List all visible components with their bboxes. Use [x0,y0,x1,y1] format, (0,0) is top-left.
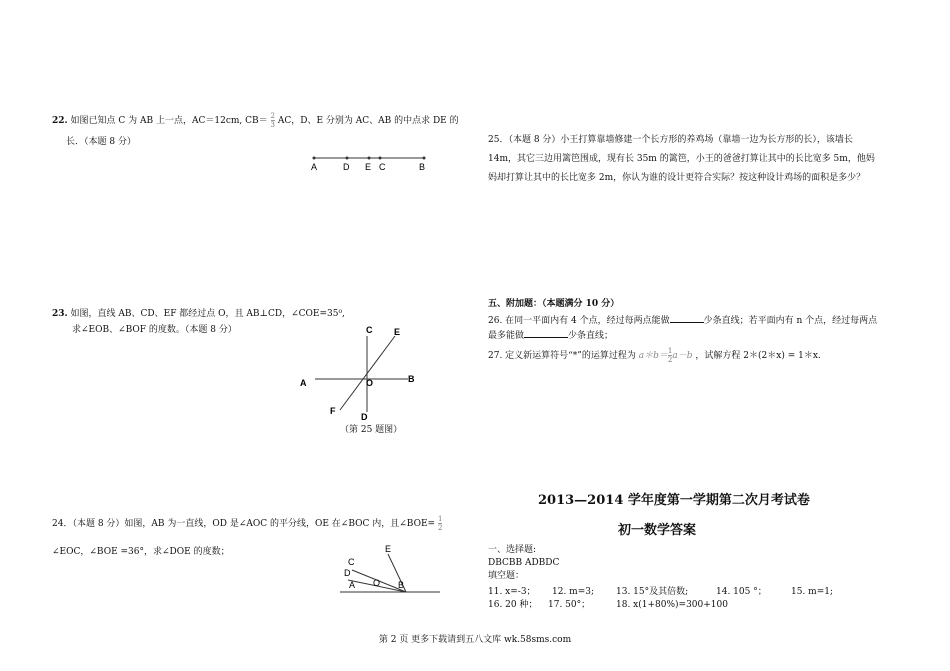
q24-fraction [438,515,442,532]
answer-15: 15. m=1; [791,587,834,597]
answer-17: 17. 50°； [548,600,591,610]
q22-fraction [271,112,275,129]
label-b: B [408,374,415,384]
answer-14: 14. 105 °； [716,587,767,597]
q26-text-c: 最多能做 [488,331,525,341]
section5-title: 五、附加题：（本题满分 10 分） [488,299,620,309]
point-b [423,157,426,160]
answer-11: 11. x=-3； [488,587,536,597]
answers-subtitle: 初一数学答案 [618,523,697,538]
answers-part1: 一、选择题: [488,545,537,555]
label-d: D [361,412,368,422]
label-o: O [373,578,381,588]
q25-line1: 25．（本题 8 分）小王打算靠墙修建一个长方形的养鸡场（靠墙一边为长方形的长），该墙长 [488,135,853,145]
q24-text-a: 24．（本题 8 分）如图，AB 为一直线，OD 是∠AOC 的平分线，OE 在∠BOC 内，且∠BOE= [52,519,436,529]
q27-formula-a: a＊b＝ [638,351,668,361]
q24-line1 [52,515,442,532]
label-e: E [365,162,372,172]
q23-line2: 求∠EOB、∠BOF 的度数。（本题 8 分） [72,325,237,335]
point-d [346,157,349,160]
q22-text-a: 如图已知点 C 为 AB 上一点，AC＝12cm, CB＝ [70,116,268,126]
q24-frac-num: 1 [437,515,443,523]
q24-angle-figure [330,540,450,600]
answer-13: 13. 15°及其倍数; [616,587,689,597]
q26-text-a: 26. 在同一平面内有 4 个点，经过每两点能做 [488,316,670,326]
q26-text-d: 少条直线； [568,331,614,341]
q22-number: 22. [52,116,68,126]
point-a [313,157,316,160]
q24-frac-den: 2 [437,524,443,532]
q26-line1 [488,313,877,327]
label-d: D [344,568,351,578]
label-a: A [311,162,318,172]
label-b: B [419,162,426,172]
label-f: F [330,406,336,416]
answers-part2: 填空题： [488,571,525,581]
label-c: C [379,162,386,172]
q22-frac-num: 2 [270,112,275,120]
label-a: A [300,378,307,388]
q23-lines-figure [295,322,435,424]
label-b: B [398,580,405,590]
label-e: E [394,327,401,337]
q23-line1 [52,308,345,320]
label-c: C [366,325,373,335]
q26-blank-1[interactable] [670,313,704,323]
q22-text-b: AC，D、E 分别为 AC、AB 的中点求 DE 的 [277,116,459,126]
q27-line [488,347,821,364]
q25-line3: 妈却打算让其中的长比宽多 2m，你认为谁的设计更符合实际？按这种设计鸡场的面积是多少？ [488,173,866,183]
q27-equation: 2＊(2＊x) = 1＊x [743,351,818,361]
q27-end: . [817,351,821,361]
q25-block [488,131,908,188]
q27-frac-den: 2 [667,356,673,364]
label-d: D [343,162,350,172]
label-a: A [349,580,356,590]
q23-caption: （第 25 题图） [340,425,403,435]
answer-18: 18. x(1+80%)=300+100 [616,600,728,610]
point-e [368,157,371,160]
label-e: E [385,544,392,554]
q24-line2: ∠EOC，∠BOE =36°，求∠DOE 的度数； [52,547,230,557]
q22-segment-figure [300,150,440,175]
label-c: C [348,557,355,567]
q23-number: 23. [52,309,68,319]
answers-choices: DBCBB ADBDC [488,558,560,568]
q27-text-b: ，试解方程 [695,351,741,361]
q26-text-b: 少条直线；若平面内有 n 个点，经过每两点 [703,316,878,326]
q25-line2: 14m，其它三边用篱笆围成，现有长 35m 的篱笆，小王的爸爸打算让其中的长比宽多 5m，他妈 [488,154,875,164]
q22-line2: 长．（本题 8 分） [66,137,136,147]
q27-text-a: 27. 定义新运算符号“*”的运算过程为 [488,351,636,361]
q22-line1 [52,112,459,129]
q27-frac-num: 1 [667,347,673,355]
q26-blank-2[interactable] [524,328,568,338]
answer-16: 16. 20 种； [488,600,538,610]
point-c [379,157,382,160]
q23-text-a: 如图，直线 AB、CD、EF 都经过点 O，且 AB⊥CD，∠COE=35⁰, [70,309,345,319]
page-footer: 第 2 页 更多下载请到五八文库 wk.58sms.com [378,635,572,645]
answer-12: 12. m=3; [552,587,595,597]
q22-frac-den: 3 [270,121,275,129]
label-o: O [366,378,374,388]
q26-line2 [488,328,613,342]
answers-title: 2013—2014 学年度第一学期第二次月考试卷 [538,493,810,508]
q27-formula-b: a－b [672,351,693,361]
